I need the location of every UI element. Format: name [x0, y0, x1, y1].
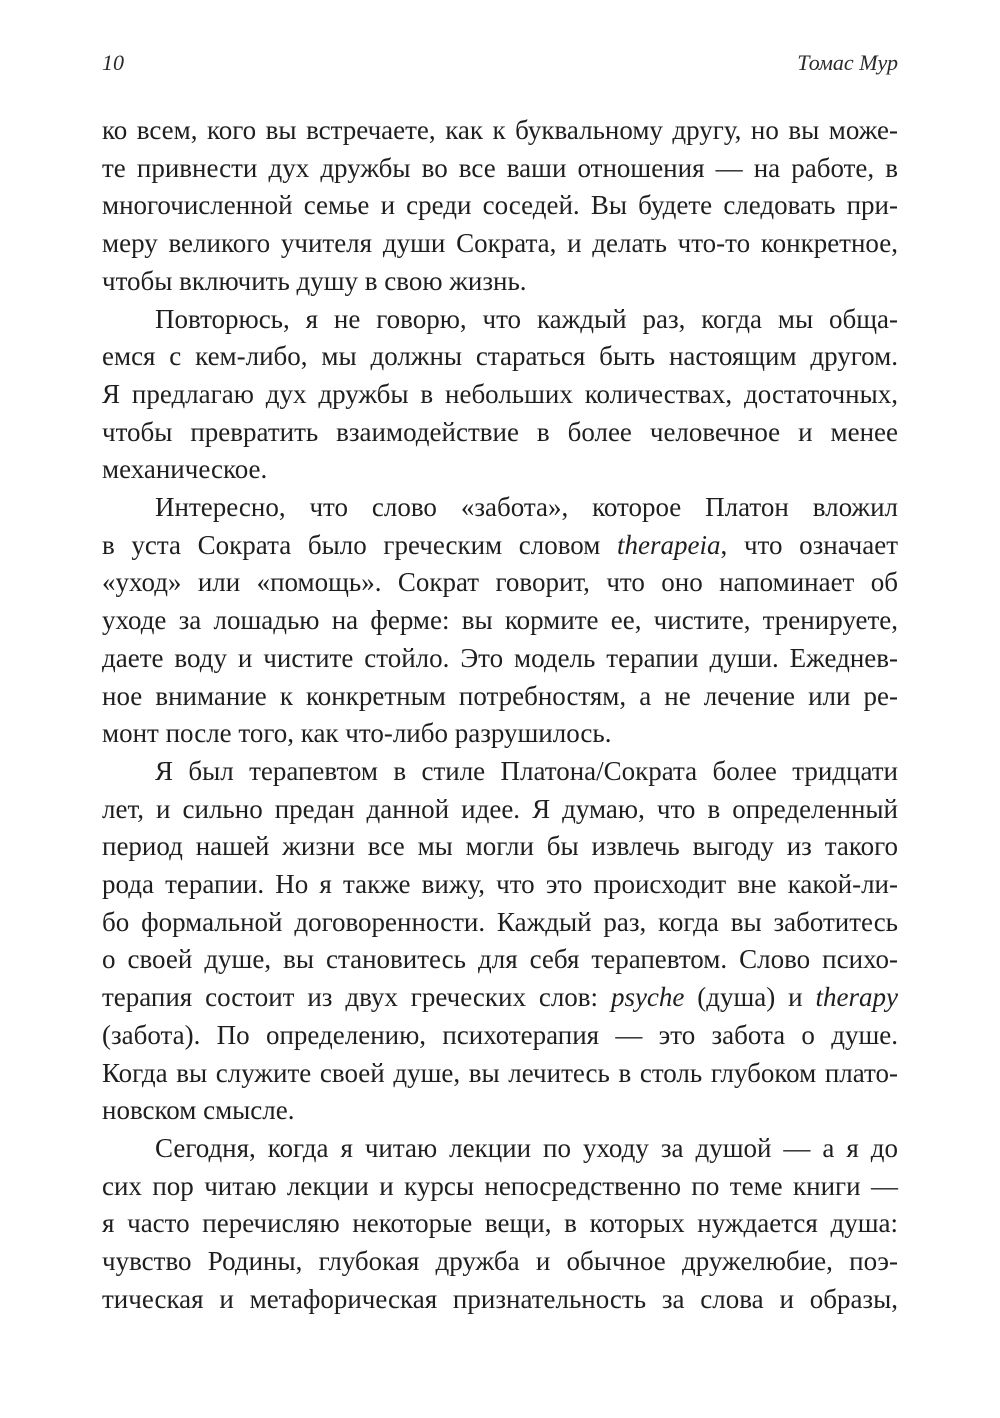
text-line: меру великого учителя души Сократа, и делать что-то конкретное, — [102, 228, 898, 259]
text-line — [102, 527, 898, 565]
text-line: сих пор читаю лекции и курсы непосредственно по теме книги — — [102, 1170, 898, 1201]
text-line: чтобы включить душу в свою жизнь. — [102, 265, 527, 296]
text-line: те привнести дух дружбы во все ваши отношения — на работе, в — [102, 152, 898, 183]
text-line: «уход» или «помощь». Сократ говорит, что оно напоминает об — [102, 567, 898, 598]
text-line: монт после того, как что-либо разрушилось. — [102, 718, 612, 749]
text-line: Я был терапевтом в стиле Платона/Сократа более тридцати — [155, 755, 898, 786]
running-head-author: Томас Мур — [797, 50, 898, 75]
running-head — [102, 50, 898, 80]
text-line: Я предлагаю дух дружбы в небольших количествах, достаточных, — [102, 378, 898, 409]
text-line: Когда вы служите своей душе, вы лечитесь в столь глубоком плато- — [102, 1057, 898, 1088]
text-line: тическая и метафорическая признательность за слова и образы, — [102, 1283, 898, 1314]
text-fragment: , что означает — [720, 529, 898, 560]
text-line: чтобы превратить взаимодействие в более человечное и менее — [102, 416, 898, 447]
text-line: чувство Родины, глубокая дружба и обычное дружелюбие, поэ- — [102, 1246, 898, 1277]
text-line: лет, и сильно предан данной идее. Я думаю, что в определенный — [102, 793, 898, 824]
body-text — [102, 112, 898, 1319]
text-line: уходе за лошадью на ферме: вы кормите ее, чистите, тренируете, — [102, 605, 898, 636]
text-line: рода терапии. Но я также вижу, что это происходит вне какой-ли- — [102, 869, 898, 900]
text-line: многочисленной семье и среди соседей. Вы будете следовать при- — [102, 190, 898, 221]
text-line: бо формальной договоренности. Каждый раз, когда вы заботитесь — [102, 906, 898, 937]
text-line: Повторюсь, я не говорю, что каждый раз, когда мы обща- — [155, 303, 898, 334]
text-line — [102, 979, 898, 1017]
text-line: Сегодня, когда я читаю лекции по уходу за душой — а я до — [155, 1132, 898, 1163]
text-line: емся с кем-либо, мы должны стараться быть настоящим другом. — [102, 341, 898, 372]
text-line: механическое. — [102, 454, 268, 485]
italic-term: therapy — [815, 982, 898, 1013]
text-line: период нашей жизни все мы могли бы извлечь выгоду из такого — [102, 831, 898, 862]
text-fragment: терапия состоит из двух греческих слов: — [102, 982, 611, 1013]
text-fragment: в уста Сократа было греческим словом — [102, 529, 618, 560]
page-number: 10 — [102, 50, 124, 75]
italic-term: therapeia — [617, 529, 721, 560]
text-line: новском смысле. — [102, 1095, 295, 1126]
text-fragment: (душа) и — [684, 982, 816, 1013]
italic-term: psyche — [610, 982, 685, 1013]
text-line: даете воду и чистите стойло. Это модель терапии души. Ежеднев- — [102, 642, 898, 673]
text-line: о своей душе, вы становитесь для себя терапевтом. Слово психо- — [102, 944, 898, 975]
text-line: я часто перечисляю некоторые вещи, в которых нуждается душа: — [102, 1208, 898, 1239]
text-line: (забота). По определению, психотерапия — это забота о душе. — [102, 1019, 898, 1050]
text-line: Интересно, что слово «забота», которое Платон вложил — [155, 492, 898, 523]
text-line: ко всем, кого вы встречаете, как к буквальному другу, но вы може- — [102, 115, 898, 145]
text-line: ное внимание к конкретным потребностям, а не лечение или ре- — [102, 680, 898, 711]
